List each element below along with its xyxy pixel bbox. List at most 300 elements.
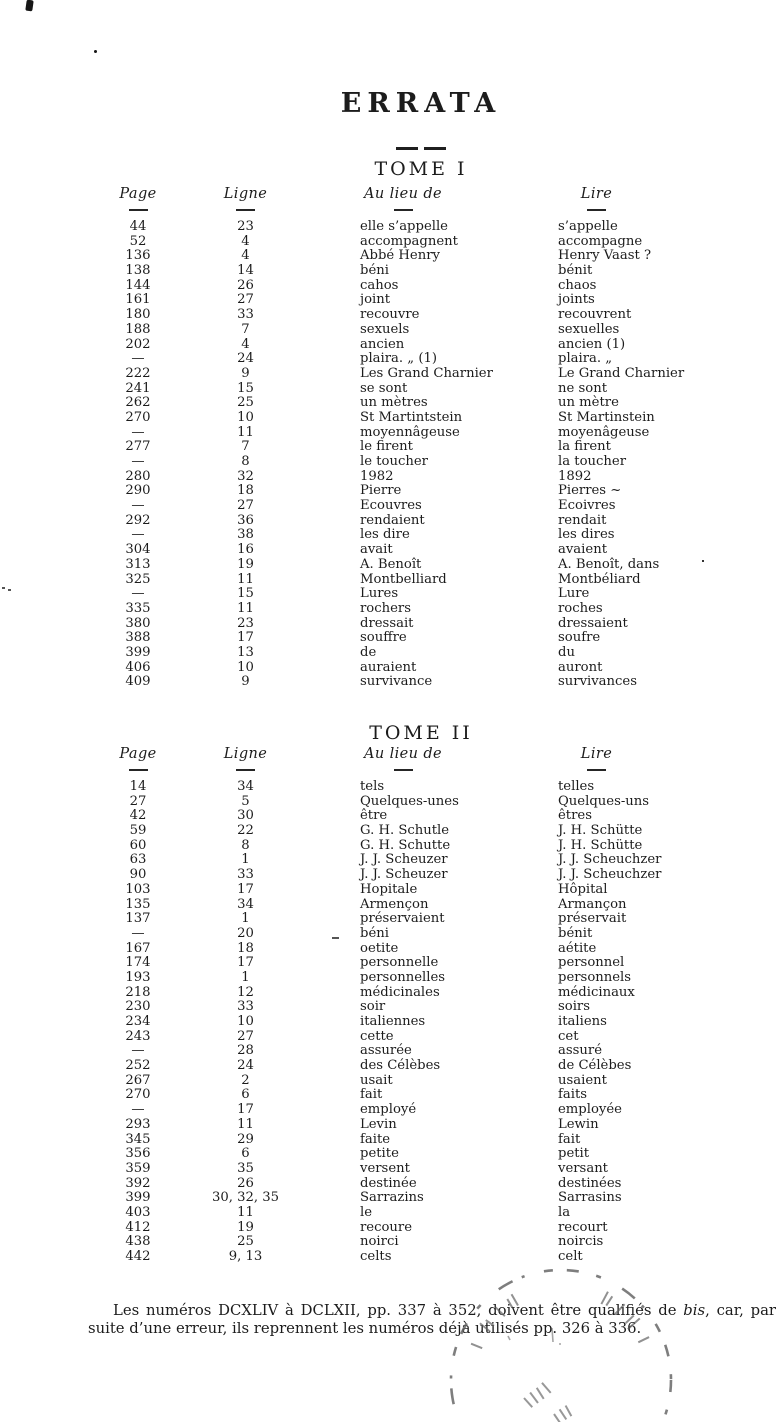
cell-page: 42: [129, 808, 147, 824]
cell-au-lieu-de: béni: [360, 925, 389, 941]
table-row: [88, 1221, 690, 1236]
cell-page: 335: [125, 600, 151, 616]
table-row: [88, 602, 690, 617]
cell-ligne: 17: [237, 630, 254, 646]
cell-lire: soufre: [558, 630, 601, 646]
cell-lire: cet: [558, 1028, 579, 1044]
table-row: [88, 1030, 690, 1045]
cell-lire: Hôpital: [558, 881, 608, 897]
table-row: [88, 780, 690, 795]
table-body: [88, 220, 690, 690]
cell-lire: Sarrasins: [558, 1190, 622, 1206]
cell-ligne: 22: [237, 823, 254, 839]
cell-ligne: 9: [241, 674, 250, 690]
column-header-au-lieu-de: Au lieu de: [363, 186, 443, 202]
cell-ligne: 9, 13: [228, 1249, 263, 1264]
cell-lire: noircis: [558, 1234, 604, 1250]
cell-lire: telles: [558, 779, 595, 794]
cell-au-lieu-de: J. J. Scheuzer: [360, 852, 448, 868]
cell-ligne: 32: [237, 468, 254, 484]
cell-lire: ne sont: [558, 380, 607, 396]
cell-page: 403: [125, 1204, 151, 1220]
table-row: [88, 1177, 690, 1192]
cell-au-lieu-de: recouvre: [360, 307, 420, 323]
cell-lire: Armançon: [558, 896, 627, 912]
cell-ligne: 17: [237, 881, 254, 897]
cell-au-lieu-de: 1982: [360, 468, 394, 484]
cell-lire: la toucher: [558, 454, 626, 469]
cell-lire: usaient: [558, 1072, 607, 1088]
cell-page: —: [131, 925, 145, 941]
cell-ligne: 14: [237, 263, 254, 279]
cell-ligne: 30, 32, 35: [211, 1190, 280, 1206]
table-row: [88, 883, 690, 898]
table-row: [88, 264, 690, 279]
cell-lire: survivances: [558, 674, 637, 690]
cell-au-lieu-de: A. Benoît: [360, 556, 422, 572]
cell-au-lieu-de: employé: [360, 1102, 417, 1118]
cell-page: 103: [125, 881, 151, 897]
cell-page: 438: [125, 1234, 151, 1250]
cell-lire: recourt: [558, 1219, 608, 1235]
table-row: [88, 1044, 690, 1059]
cell-ligne: 34: [237, 779, 254, 794]
cell-au-lieu-de: personnelle: [360, 955, 439, 971]
cell-page: 380: [125, 615, 151, 631]
cell-ligne: 13: [237, 644, 254, 660]
cell-ligne: 27: [237, 498, 254, 514]
cell-lire: Lewin: [558, 1116, 599, 1132]
cell-au-lieu-de: Sarrazins: [360, 1190, 424, 1206]
cell-ligne: 26: [237, 1175, 254, 1191]
column-header-lire: Lire: [580, 186, 613, 202]
cell-au-lieu-de: survivance: [360, 674, 433, 690]
cell-lire: Lure: [558, 586, 590, 602]
library-stamp-icon: [436, 1256, 686, 1422]
cell-au-lieu-de: le: [360, 1204, 373, 1220]
cell-au-lieu-de: petite: [360, 1146, 399, 1162]
cell-au-lieu-de: de: [360, 644, 377, 660]
table-row: [88, 631, 690, 646]
cell-lire: employée: [558, 1102, 622, 1118]
cell-ligne: 12: [237, 984, 254, 1000]
footnote-text: , car, par suite d’une erreur, ils reprennent les numéros déjà utilisés pp. 326 à 336.: [88, 1301, 776, 1337]
cell-au-lieu-de: italiennes: [360, 1014, 426, 1029]
cell-page: 144: [125, 277, 151, 293]
table-row: [88, 1133, 690, 1148]
cell-au-lieu-de: auraient: [360, 659, 417, 675]
cell-au-lieu-de: accompagnent: [360, 233, 458, 249]
cell-au-lieu-de: fait: [360, 1087, 383, 1103]
table-row: [88, 1059, 690, 1074]
cell-au-lieu-de: préservaient: [360, 911, 445, 927]
cell-ligne: 9: [241, 365, 250, 381]
table-row: [88, 1162, 690, 1177]
cell-lire: roches: [558, 600, 603, 616]
cell-page: 293: [125, 1116, 151, 1132]
cell-lire: assuré: [558, 1043, 602, 1059]
cell-au-lieu-de: médicinales: [360, 984, 440, 1000]
cell-ligne: 36: [237, 512, 254, 528]
cell-lire: joints: [558, 292, 595, 308]
table-row: [88, 323, 690, 338]
table-row: [88, 839, 690, 854]
cell-page: —: [131, 527, 145, 543]
column-header-page: Page: [119, 746, 157, 762]
table-row: [88, 338, 690, 353]
cell-au-lieu-de: Pierre: [360, 483, 402, 499]
table-row: [88, 440, 690, 455]
cell-page: 243: [125, 1028, 151, 1044]
cell-au-lieu-de: usait: [360, 1072, 393, 1088]
table-row: [88, 249, 690, 264]
cell-au-lieu-de: celts: [360, 1249, 392, 1264]
cell-lire: celt: [558, 1249, 583, 1264]
table-row: [88, 279, 690, 294]
table-header-row: [88, 746, 690, 762]
table-row: [88, 220, 690, 235]
table-row: [88, 809, 690, 824]
cell-lire: destinées: [558, 1175, 622, 1191]
table-row: [88, 1147, 690, 1162]
cell-au-lieu-de: tels: [360, 779, 385, 794]
cell-lire: chaos: [558, 277, 597, 293]
table-row: [88, 411, 690, 426]
table-row: [88, 675, 690, 690]
table-row: [88, 499, 690, 514]
cell-page: 409: [125, 674, 151, 690]
cell-page: 304: [125, 542, 151, 558]
cell-au-lieu-de: St Martintstein: [360, 409, 463, 425]
cell-lire: médicinaux: [558, 984, 635, 1000]
table-row: [88, 1235, 690, 1250]
header-underline-dashes: [88, 767, 690, 779]
cell-au-lieu-de: noirci: [360, 1234, 399, 1250]
cell-ligne: 1: [241, 911, 250, 927]
ink-speck: [94, 50, 97, 53]
cell-ligne: 17: [237, 955, 254, 971]
cell-au-lieu-de: avait: [360, 542, 393, 558]
cell-ligne: 33: [237, 867, 254, 883]
cell-page: 193: [125, 969, 151, 985]
cell-ligne: 20: [237, 925, 254, 941]
cell-au-lieu-de: dressait: [360, 615, 414, 631]
cell-lire: moyenâgeuse: [558, 424, 650, 440]
cell-page: 277: [125, 439, 151, 455]
table-row: [88, 956, 690, 971]
cell-ligne: 35: [237, 1160, 254, 1176]
cell-lire: recouvrent: [558, 307, 632, 323]
cell-lire: St Martinstein: [558, 409, 655, 425]
cell-au-lieu-de: le firent: [360, 439, 413, 455]
table-row: [88, 543, 690, 558]
table-row: [88, 986, 690, 1001]
cell-page: 218: [125, 984, 151, 1000]
cell-lire: plaira. „: [558, 351, 613, 367]
cell-ligne: 33: [237, 999, 254, 1015]
cell-ligne: 1: [241, 852, 250, 868]
cell-au-lieu-de: souffre: [360, 630, 407, 646]
cell-page: 399: [125, 1190, 151, 1206]
cell-lire: faits: [558, 1087, 588, 1103]
cell-au-lieu-de: Levin: [360, 1116, 397, 1132]
cell-au-lieu-de: sexuels: [360, 321, 410, 337]
cell-lire: la: [558, 1204, 571, 1220]
cell-au-lieu-de: Les Grand Charnier: [360, 365, 493, 381]
cell-au-lieu-de: elle s’appelle: [360, 219, 448, 234]
cell-page: 63: [129, 852, 147, 868]
cell-lire: préservait: [558, 911, 627, 927]
cell-page: —: [131, 586, 145, 602]
cell-au-lieu-de: plaira. „ (1): [360, 351, 437, 367]
cell-page: 234: [125, 1014, 151, 1029]
ink-speck: [25, 0, 33, 11]
cell-lire: s’appelle: [558, 219, 618, 234]
cell-au-lieu-de: Hopitale: [360, 881, 418, 897]
cell-lire: petit: [558, 1146, 590, 1162]
cell-lire: ancien (1): [558, 336, 626, 352]
footnote-bis-italic: bis: [683, 1301, 706, 1319]
cell-page: 161: [125, 292, 151, 308]
cell-ligne: 7: [241, 321, 250, 337]
cell-ligne: 7: [241, 439, 250, 455]
table-row: [88, 824, 690, 839]
cell-page: 14: [129, 779, 147, 794]
column-header-au-lieu-de: Au lieu de: [363, 746, 443, 762]
cell-ligne: 10: [237, 659, 254, 675]
cell-lire: J. H. Schütte: [558, 837, 643, 853]
cell-ligne: 33: [237, 307, 254, 323]
cell-ligne: 11: [237, 1116, 254, 1132]
cell-ligne: 25: [237, 395, 254, 411]
table-row: [88, 942, 690, 957]
column-header-ligne: Ligne: [223, 746, 268, 762]
cell-au-lieu-de: les dire: [360, 527, 410, 543]
cell-au-lieu-de: moyennâgeuse: [360, 424, 460, 440]
errata-table-tome-1: [88, 186, 690, 690]
cell-page: 167: [125, 940, 151, 956]
table-row: [88, 1015, 690, 1030]
table-row: [88, 573, 690, 588]
cell-lire: bénit: [558, 263, 593, 279]
cell-page: 136: [125, 248, 151, 264]
table-row: [88, 293, 690, 308]
cell-au-lieu-de: rochers: [360, 600, 411, 616]
cell-au-lieu-de: un mètres: [360, 395, 428, 411]
table-row: [88, 1074, 690, 1089]
cell-page: 325: [125, 571, 151, 587]
cell-ligne: 17: [237, 1102, 254, 1118]
cell-ligne: 26: [237, 277, 254, 293]
cell-ligne: 16: [237, 542, 254, 558]
cell-ligne: 11: [237, 571, 254, 587]
table-row: [88, 1191, 690, 1206]
cell-lire: soirs: [558, 999, 590, 1015]
cell-page: 138: [125, 263, 151, 279]
cell-page: 188: [125, 321, 151, 337]
cell-ligne: 1: [241, 969, 250, 985]
cell-au-lieu-de: se sont: [360, 380, 408, 396]
table-row: [88, 927, 690, 942]
ink-speck: [2, 587, 5, 589]
cell-page: —: [131, 1043, 145, 1059]
cell-lire: auront: [558, 659, 603, 675]
ink-speck: [702, 560, 704, 562]
cell-page: 180: [125, 307, 151, 323]
cell-page: 202: [125, 336, 151, 352]
cell-ligne: 18: [237, 483, 254, 499]
table-row: [88, 396, 690, 411]
cell-lire: sexuelles: [558, 321, 620, 337]
cell-page: 399: [125, 644, 151, 660]
cell-lire: du: [558, 644, 575, 660]
cell-ligne: 24: [237, 1058, 254, 1074]
cell-ligne: 6: [241, 1087, 250, 1103]
cell-au-lieu-de: cahos: [360, 277, 399, 293]
cell-ligne: 34: [237, 896, 254, 912]
cell-ligne: 11: [237, 600, 254, 616]
cell-page: 292: [125, 512, 151, 528]
ink-speck: [8, 589, 11, 591]
table-row: [88, 912, 690, 927]
cell-ligne: 8: [241, 454, 250, 469]
cell-au-lieu-de: soir: [360, 999, 386, 1015]
cell-ligne: 11: [237, 1204, 254, 1220]
cell-ligne: 8: [241, 837, 250, 853]
cell-au-lieu-de: recoure: [360, 1219, 413, 1235]
cell-au-lieu-de: assurée: [360, 1043, 412, 1059]
cell-au-lieu-de: Armençon: [360, 896, 429, 912]
cell-lire: rendait: [558, 512, 607, 528]
cell-ligne: 24: [237, 351, 254, 367]
cell-ligne: 2: [241, 1072, 250, 1088]
table-row: [88, 1206, 690, 1221]
cell-au-lieu-de: être: [360, 808, 388, 824]
table-row: [88, 235, 690, 250]
cell-page: 174: [125, 955, 151, 971]
cell-au-lieu-de: G. H. Schutle: [360, 823, 450, 839]
cell-page: 313: [125, 556, 151, 572]
cell-au-lieu-de: Quelques-unes: [360, 793, 459, 809]
table-row: [88, 484, 690, 499]
table-row: [88, 587, 690, 602]
cell-page: 412: [125, 1219, 151, 1235]
cell-page: 252: [125, 1058, 151, 1074]
table-row: [88, 514, 690, 529]
cell-ligne: 25: [237, 1234, 254, 1250]
cell-lire: Montbéliard: [558, 571, 641, 587]
cell-ligne: 4: [241, 336, 250, 352]
cell-ligne: 4: [241, 233, 250, 249]
cell-au-lieu-de: Ecouvres: [360, 498, 422, 514]
cell-au-lieu-de: personnelles: [360, 969, 446, 985]
cell-page: 392: [125, 1175, 151, 1191]
cell-lire: Pierres ~: [558, 483, 622, 499]
cell-page: 267: [125, 1072, 151, 1088]
cell-lire: accompagne: [558, 233, 643, 249]
cell-ligne: 38: [237, 527, 254, 543]
cell-lire: 1892: [558, 468, 592, 484]
cell-page: 241: [125, 380, 151, 396]
cell-ligne: 30: [237, 808, 254, 824]
cell-lire: fait: [558, 1131, 581, 1147]
cell-ligne: 19: [237, 556, 254, 572]
cell-lire: italiens: [558, 1014, 607, 1029]
cell-page: —: [131, 498, 145, 514]
cell-au-lieu-de: cette: [360, 1028, 394, 1044]
page-title: ERRATA: [340, 88, 502, 119]
table-row: [88, 898, 690, 913]
cell-lire: êtres: [558, 808, 592, 824]
table-row: [88, 661, 690, 676]
cell-au-lieu-de: J. J. Scheuzer: [360, 867, 448, 883]
cell-ligne: 27: [237, 292, 254, 308]
cell-au-lieu-de: rendaient: [360, 512, 425, 528]
table-row: [88, 308, 690, 323]
cell-ligne: 4: [241, 248, 250, 264]
section-title-tome-1: TOME I: [374, 158, 468, 180]
table-row: [88, 795, 690, 810]
table-row: [88, 853, 690, 868]
table-row: [88, 558, 690, 573]
table-row: [88, 528, 690, 543]
cell-page: 356: [125, 1146, 151, 1162]
column-header-ligne: Ligne: [223, 186, 268, 202]
cell-page: 44: [129, 219, 147, 234]
cell-lire: Le Grand Charnier: [558, 365, 685, 381]
table-row: [88, 1118, 690, 1133]
cell-ligne: 15: [237, 380, 254, 396]
cell-page: 442: [125, 1249, 151, 1264]
table-header-row: [88, 186, 690, 202]
cell-page: —: [131, 351, 145, 367]
table-row: [88, 617, 690, 632]
cell-ligne: 15: [237, 586, 254, 602]
cell-page: 290: [125, 483, 151, 499]
cell-page: 27: [129, 793, 147, 809]
cell-page: 270: [125, 1087, 151, 1103]
cell-page: 359: [125, 1160, 151, 1176]
cell-page: 230: [125, 999, 151, 1015]
cell-page: 388: [125, 630, 151, 646]
cell-lire: J. J. Scheuchzer: [558, 852, 662, 868]
cell-page: 135: [125, 896, 151, 912]
header-underline-dashes: [88, 207, 690, 219]
cell-lire: un mètre: [558, 395, 619, 411]
cell-ligne: 10: [237, 1014, 254, 1029]
title-rule: [396, 147, 446, 150]
cell-lire: bénit: [558, 925, 593, 941]
cell-page: 345: [125, 1131, 151, 1147]
table-row: [88, 367, 690, 382]
cell-ligne: 18: [237, 940, 254, 956]
table-row: [88, 470, 690, 485]
cell-lire: la firent: [558, 439, 611, 455]
cell-au-lieu-de: oetite: [360, 940, 399, 956]
cell-au-lieu-de: Lures: [360, 586, 399, 602]
cell-ligne: 28: [237, 1043, 254, 1059]
cell-page: 90: [129, 867, 147, 883]
table-row: [88, 646, 690, 661]
cell-ligne: 6: [241, 1146, 250, 1162]
cell-page: 280: [125, 468, 151, 484]
cell-page: 406: [125, 659, 151, 675]
cell-lire: les dires: [558, 527, 615, 543]
cell-au-lieu-de: versent: [360, 1160, 410, 1176]
cell-au-lieu-de: ancien: [360, 336, 405, 352]
cell-lire: avaient: [558, 542, 607, 558]
cell-ligne: 23: [237, 219, 254, 234]
